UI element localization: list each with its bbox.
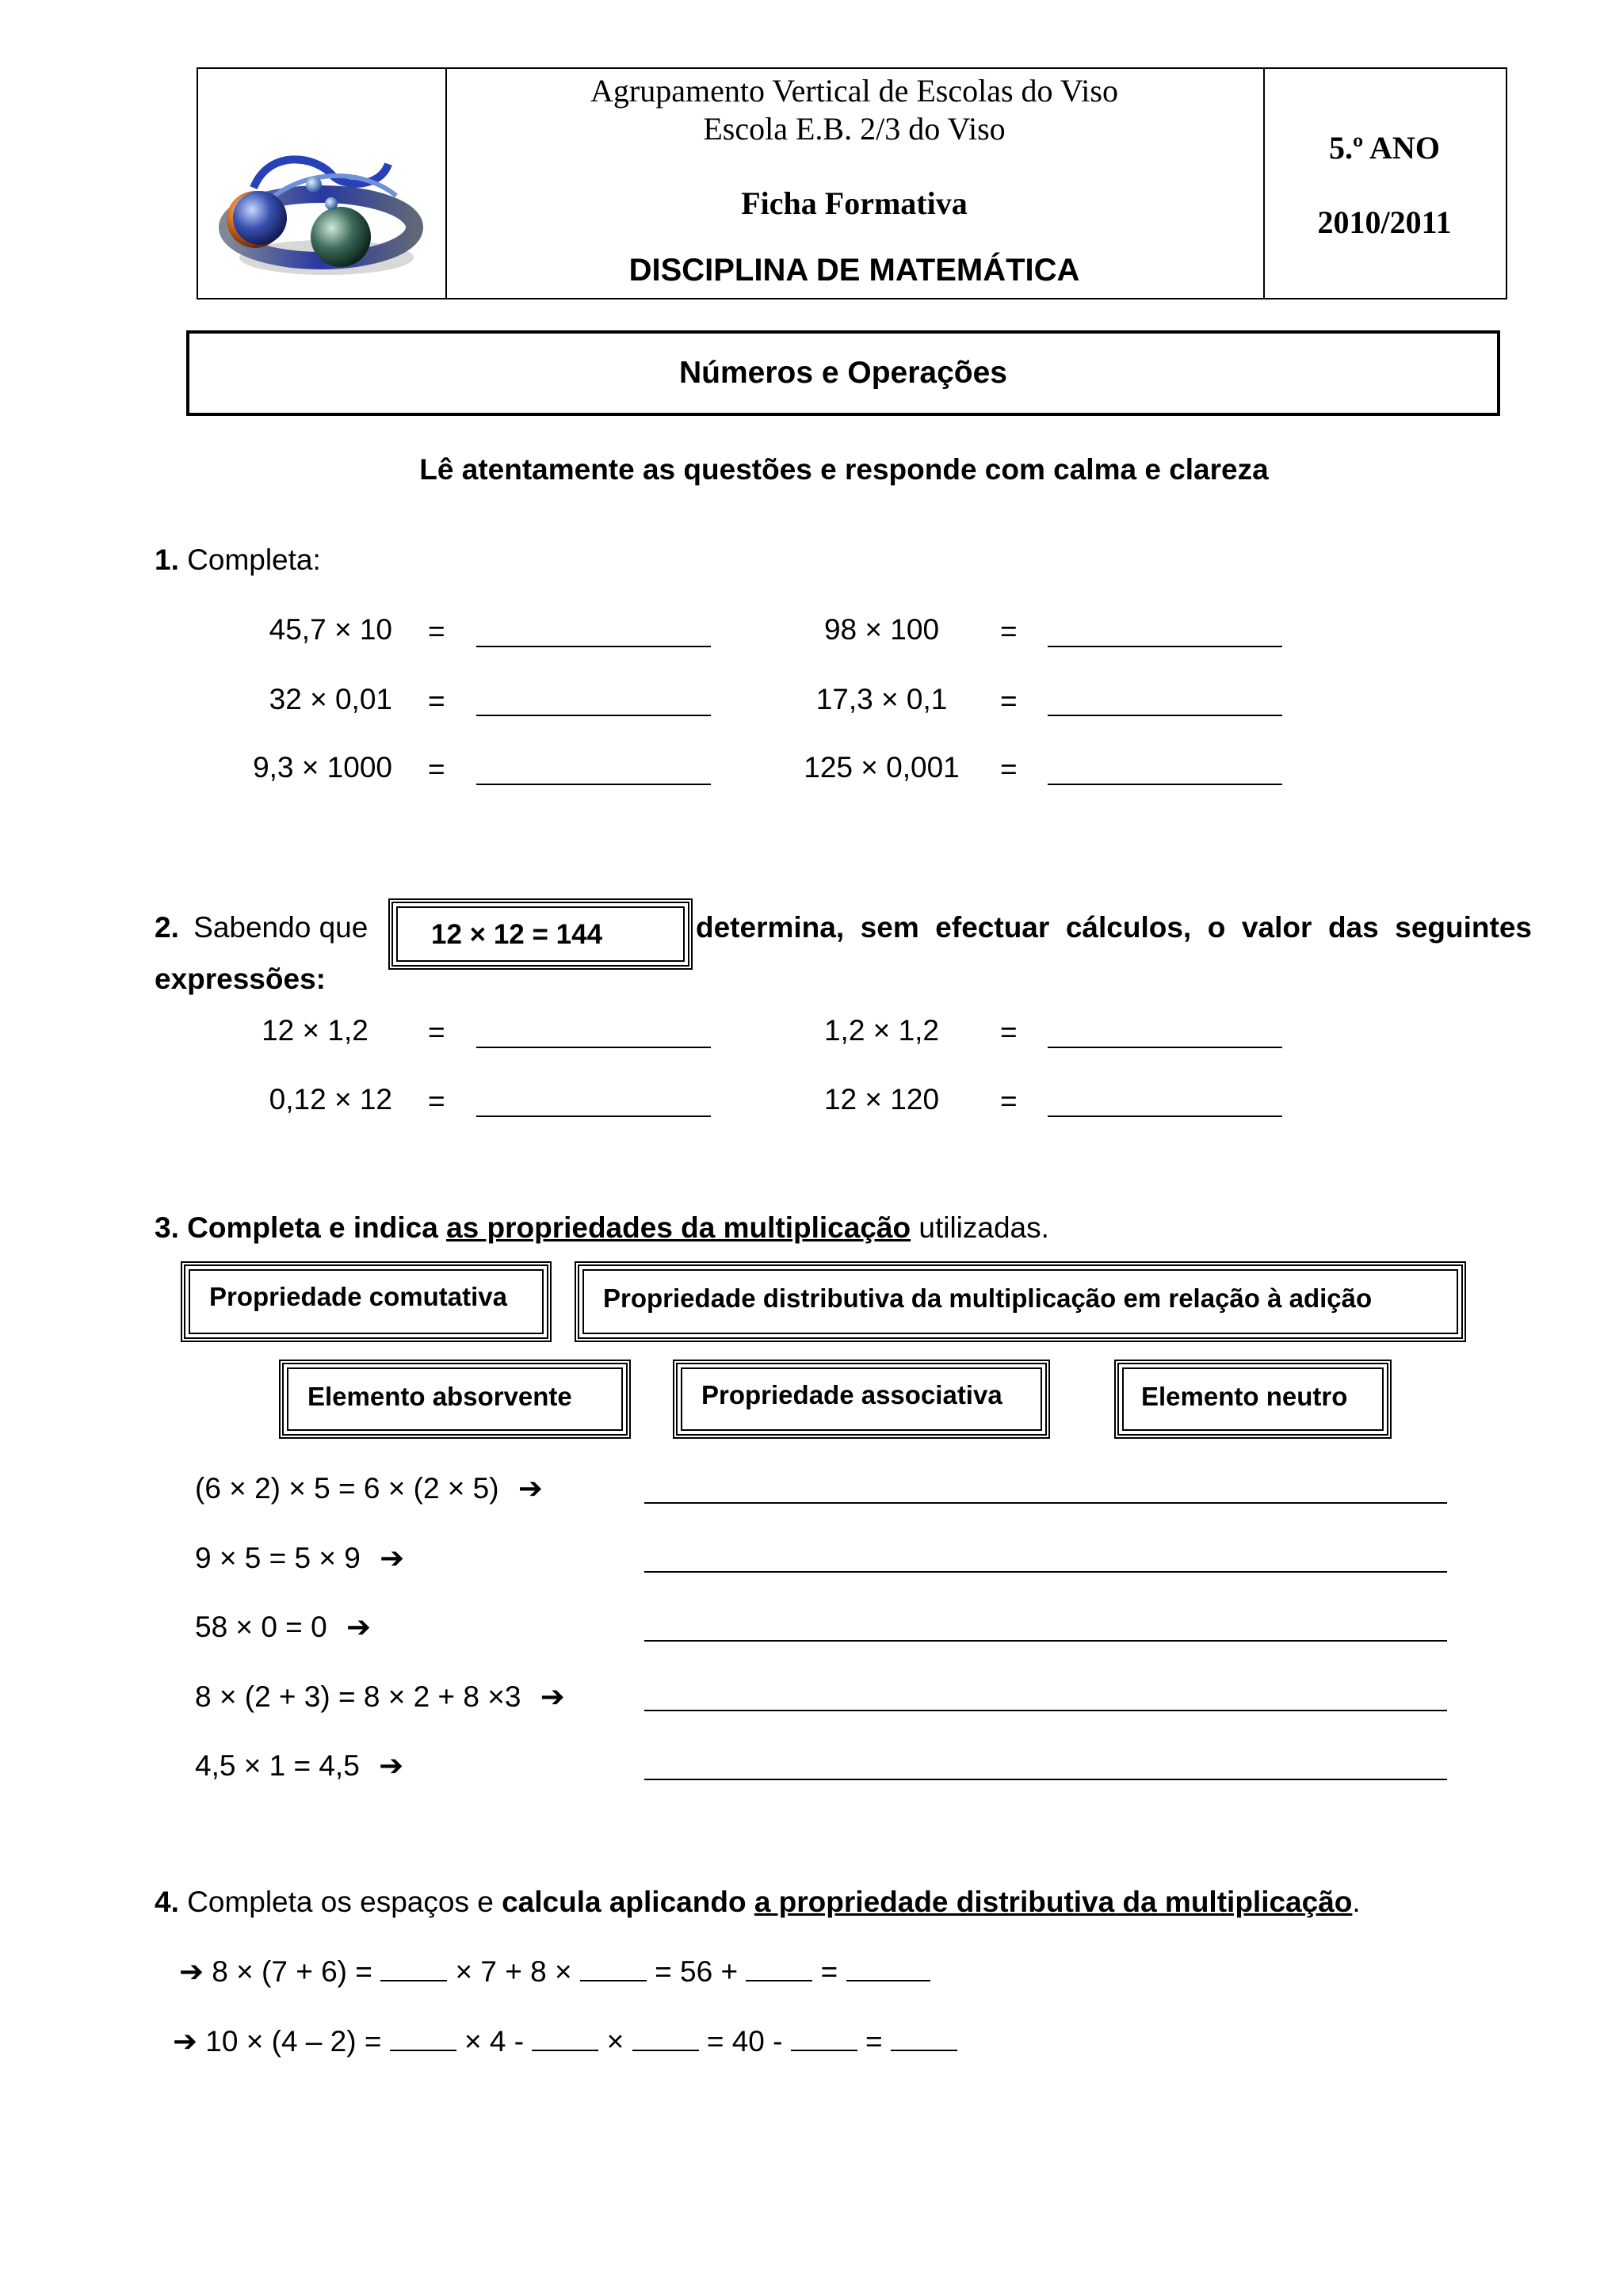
school-name: Escola E.B. 2/3 do Viso [703,111,1006,147]
q2-answer-line[interactable] [476,1116,711,1117]
q3-answer-line[interactable] [644,1571,1447,1573]
q2-given-box [388,898,693,970]
header-table [197,67,1507,299]
arrow-right-icon: ➔ [179,1955,204,1988]
q4-blank[interactable] [891,2049,957,2051]
q1-number: 1. [155,543,179,576]
q4-prompt-a: Completa os espaços e [187,1886,494,1918]
q4-blank[interactable] [390,2049,456,2051]
property-box-associativa [673,1360,1050,1439]
q1-heading [155,543,321,577]
q2-eq: = [1000,1016,1018,1048]
q3-heading [155,1211,1049,1245]
q3-item [195,1610,371,1644]
q1-answer-line[interactable] [1048,646,1282,647]
q3-expression: 8 × (2 + 3) = 8 × 2 + 8 ×3 [195,1680,521,1713]
property-box-absorvente [279,1360,631,1439]
q3-answer-line[interactable] [644,1710,1447,1711]
arrow-right-icon: ➔ [517,1472,543,1505]
q3-answer-line[interactable] [644,1779,1447,1780]
arrow-right-icon: ➔ [540,1680,565,1713]
q1-expr-left-1: 45,7 × 10 [269,613,392,646]
q4-blank[interactable] [380,1979,447,1981]
school-group: Agrupamento Vertical de Escolas do Viso [590,73,1118,109]
q4-line-2: ➔ 10 × (4 – 2) = × 4 - × = 40 - = [173,2024,957,2058]
q1-eq: = [428,685,445,717]
grade: 5.º ANO [1329,130,1440,166]
q3-item [195,1541,404,1575]
q2-prompt-a: Sabendo que [193,911,369,944]
q2-expr-left-1: 12 × 1,2 [262,1014,369,1047]
arrow-right-icon: ➔ [379,1749,404,1782]
property-label: Propriedade comutativa [209,1282,507,1311]
q4-blank[interactable] [580,1979,647,1981]
school-info-cell [445,69,1265,298]
q1-expr-left-2: 32 × 0,01 [269,683,392,715]
q1-eq: = [428,615,445,647]
q4-blank[interactable] [846,1979,930,1981]
q4-prompt-end: . [1352,1886,1361,1918]
school-year: 2010/2011 [1317,204,1452,240]
q1-expr-right-2: 17,3 × 0,1 [815,683,948,715]
q4-blank[interactable] [532,2049,598,2051]
logo-cell [198,69,447,298]
q2-eq: = [428,1085,445,1117]
q4-number: 4. [155,1886,179,1918]
q1-expr-right-1: 98 × 100 [823,613,940,646]
property-label: Elemento absorvente [307,1382,572,1411]
school-logo-icon [198,69,445,299]
discipline: DISCIPLINA DE MATEMÁTICA [628,253,1080,288]
q1-eq: = [1000,685,1018,717]
q3-item [195,1471,543,1505]
q2-eq: = [1000,1085,1018,1117]
q1-answer-line[interactable] [476,784,711,785]
property-label: Elemento neutro [1141,1382,1348,1411]
q1-answer-line[interactable] [476,646,711,647]
property-label: Propriedade associativa [701,1380,1002,1409]
q2-prompt-b: determina, sem efectuar cálculos, o valor das seguintes [696,911,1532,944]
property-box-comutativa [181,1261,552,1342]
q2-answer-line[interactable] [476,1047,711,1048]
q4-blank[interactable] [791,2049,857,2051]
q4-blank[interactable] [632,2049,699,2051]
sheet-type: Ficha Formativa [741,185,968,221]
property-label: Propriedade distributiva da multiplicação em relação à adição [603,1283,1373,1313]
q2-eq: = [428,1016,445,1048]
q2-heading-start [155,911,368,944]
q2-answer-line[interactable] [1048,1116,1282,1117]
q1-eq: = [1000,615,1018,647]
q3-expression: 4,5 × 1 = 4,5 [195,1749,360,1782]
q2-given: 12 × 12 = 144 [431,919,603,950]
q3-answer-line[interactable] [644,1640,1447,1642]
q3-answer-line[interactable] [644,1502,1447,1504]
q4-line-1: ➔ 8 × (7 + 6) = × 7 + 8 × = 56 + = [179,1955,930,1989]
grade-cell [1263,69,1506,298]
q2-expr-left-2: 0,12 × 12 [269,1083,392,1116]
q3-prompt-underline: as propriedades da multiplicação [446,1211,911,1244]
property-box-neutro [1114,1360,1392,1439]
q2-answer-line[interactable] [1048,1047,1282,1048]
q1-answer-line[interactable] [1048,715,1282,716]
q3-expression: 9 × 5 = 5 × 9 [195,1542,361,1574]
q3-prompt-end: utilizadas. [918,1211,1049,1244]
q3-prompt-bold: Completa e indica [187,1211,438,1244]
instructions: Lê atentamente as questões e responde com calma e clareza [419,453,1269,486]
q3-expression: 58 × 0 = 0 [195,1611,327,1643]
q1-eq: = [1000,753,1018,785]
q4-prompt-underline: a propriedade distributiva da multiplicação [754,1886,1353,1918]
q2-expr-right-1: 1,2 × 1,2 [823,1014,940,1047]
q1-answer-line[interactable] [1048,784,1282,785]
q1-eq: = [428,753,445,785]
page-title: Números e Operações [186,330,1500,416]
q2-number: 2. [155,911,179,944]
q1-expr-left-3: 9,3 × 1000 [253,751,392,784]
q3-item [195,1680,565,1714]
q4-blank[interactable] [746,1979,812,1981]
q3-number: 3. [155,1211,179,1244]
arrow-right-icon: ➔ [380,1542,405,1574]
q2-expr-right-2: 12 × 120 [823,1083,940,1116]
q1-answer-line[interactable] [476,715,711,716]
q3-item [195,1749,403,1783]
arrow-right-icon: ➔ [173,2025,198,2058]
q2-prompt-c: expressões: [155,963,326,995]
property-box-distributiva [575,1261,1466,1342]
q4-heading [155,1886,1361,1919]
q1-prompt: Completa: [187,543,321,576]
arrow-right-icon: ➔ [346,1611,371,1643]
q1-expr-right-3: 125 × 0,001 [804,751,960,784]
q4-prompt-bold: calcula aplicando [502,1886,747,1918]
q3-expression: (6 × 2) × 5 = 6 × (2 × 5) [195,1472,499,1505]
